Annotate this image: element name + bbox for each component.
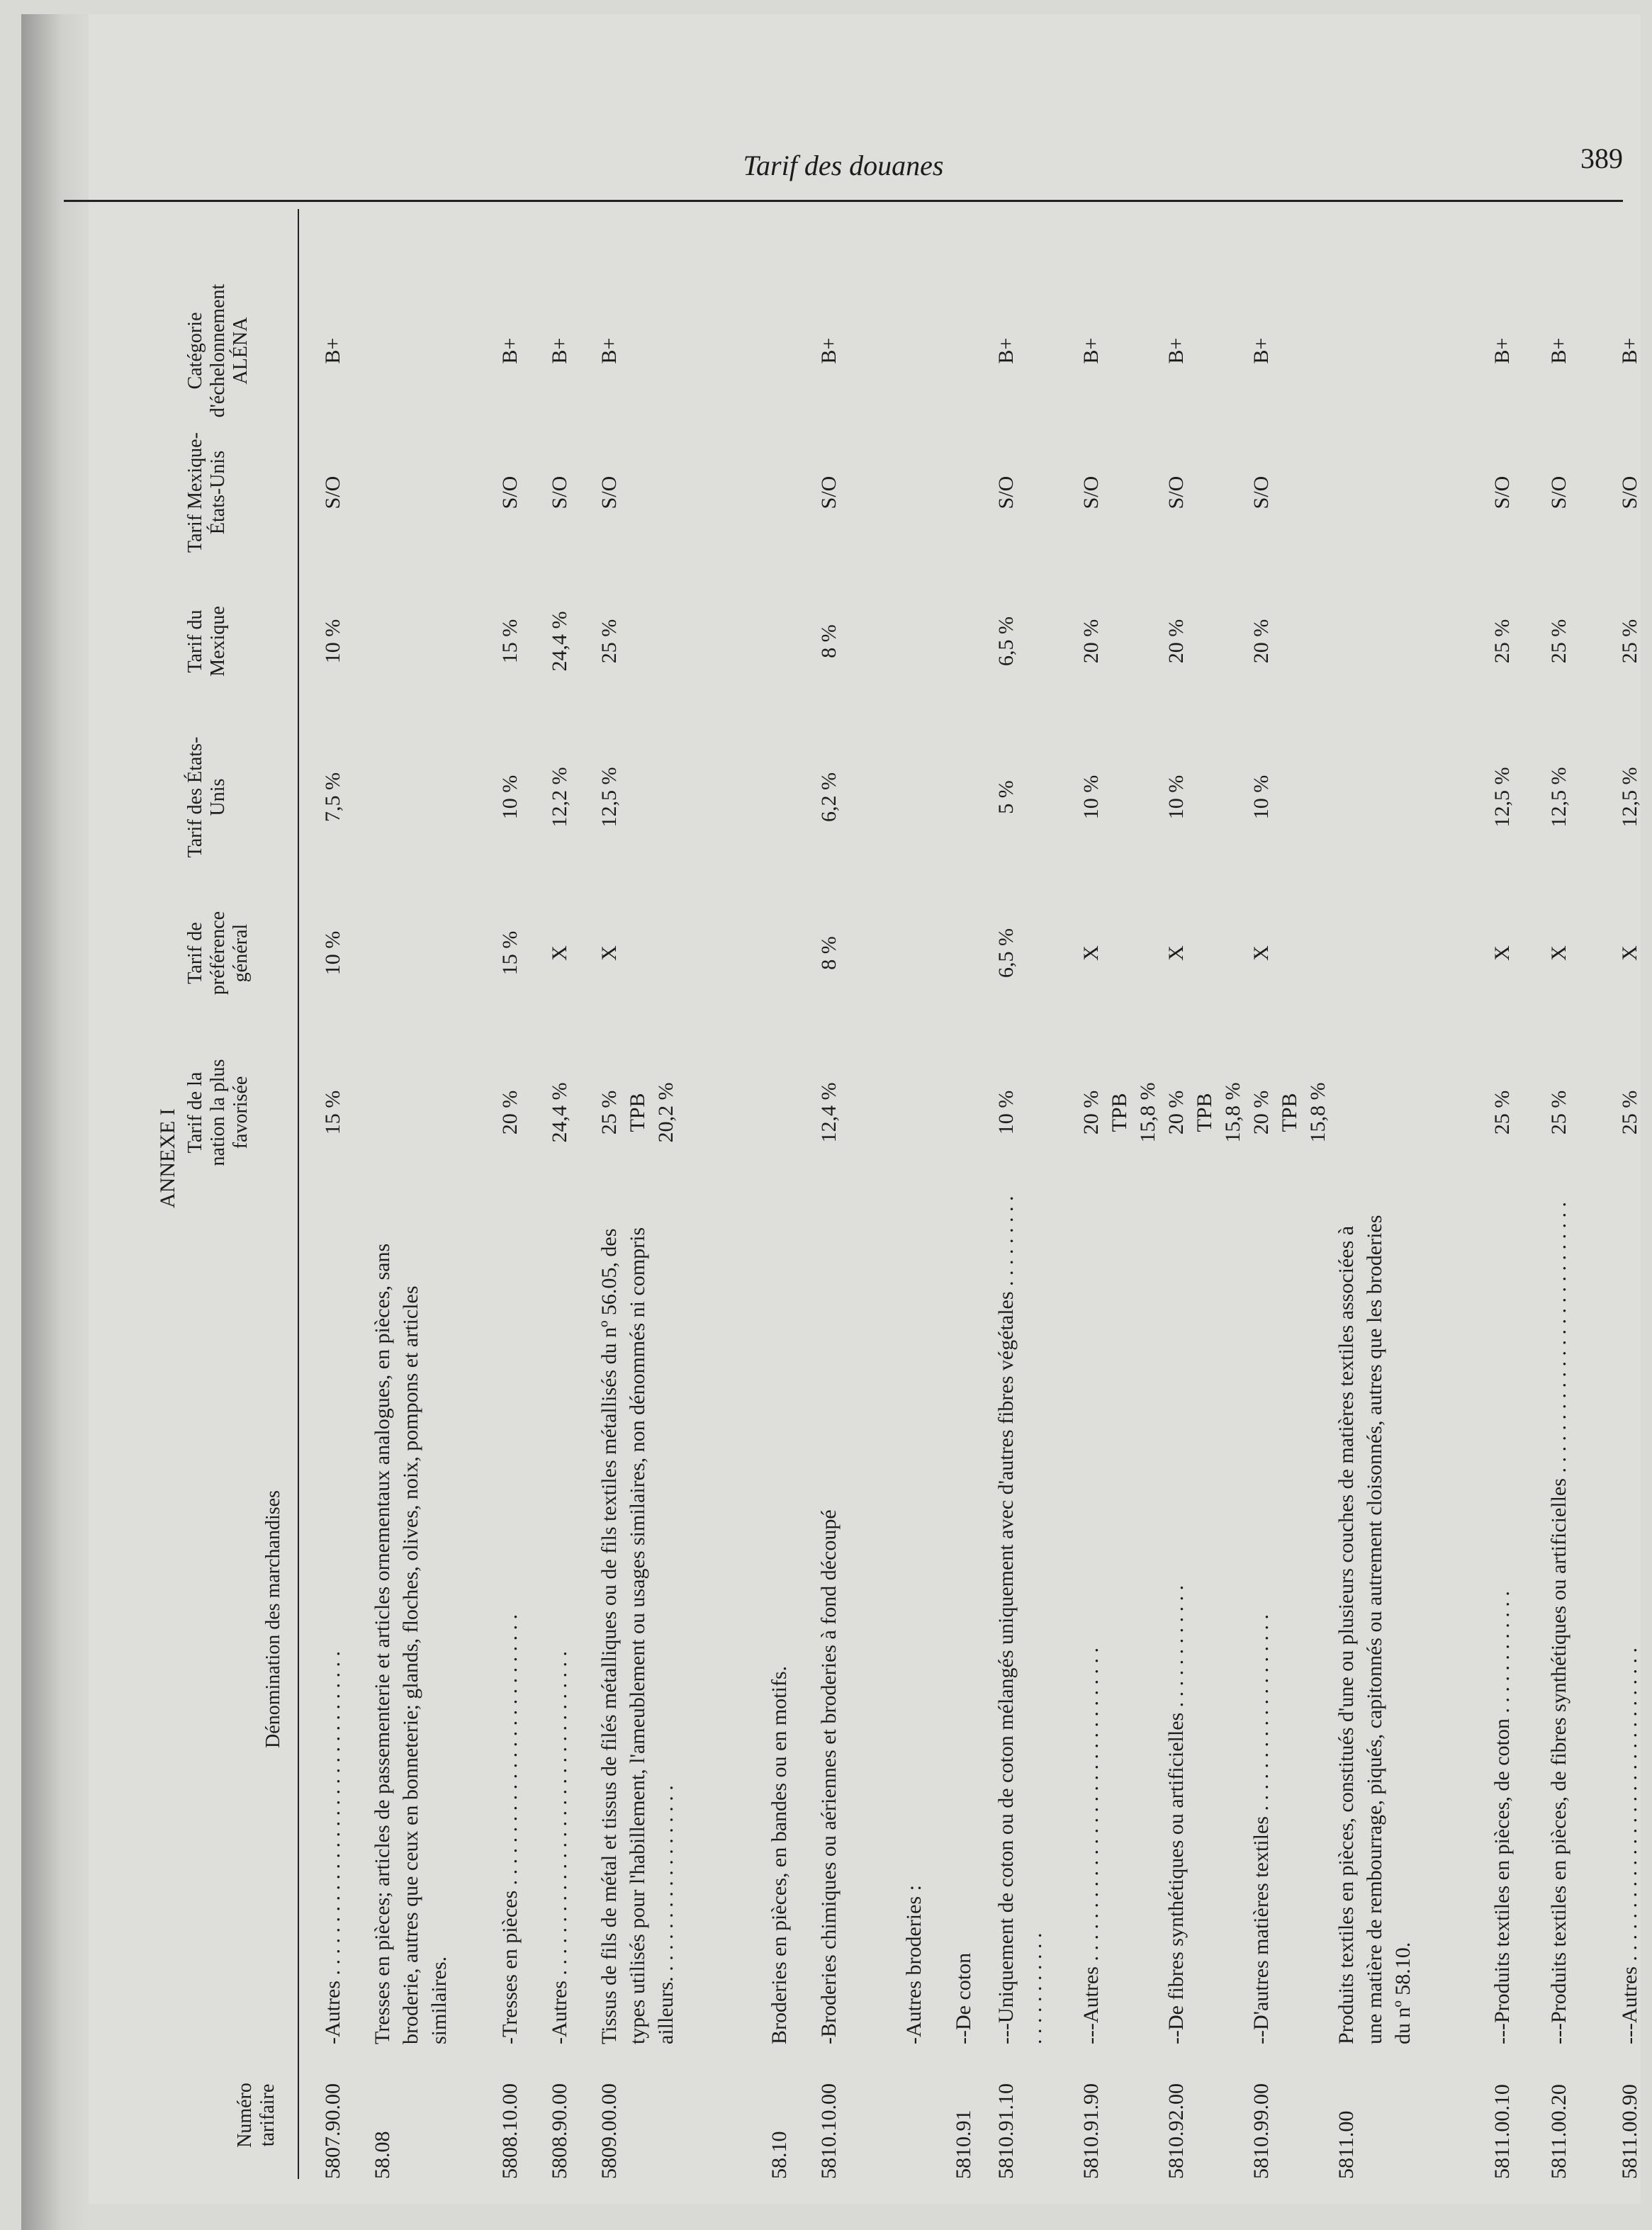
goods-description: -Autres . . . . . . . . . . . . . . . . . . . . . . . . . . . . . . .: [321, 1651, 344, 2044]
rate-cat: B+: [1164, 337, 1188, 364]
page-number: 389: [1580, 142, 1623, 174]
tariff-number: 5810.92.00: [1164, 2083, 1188, 2179]
rate-mfn: 24,4 %: [548, 1082, 571, 1143]
rate-gpt: 15 %: [498, 930, 522, 976]
rate-mfn: 25 %: [1618, 1090, 1641, 1135]
goods-description: ---Produits textiles en pièces, de fibres synthétiques ou artificielles . . . . . . . . . . . . . . . . . . . . . . . . . .: [1547, 1202, 1570, 2044]
goods-description: Tresses en pièces; articles de passementerie et articles ornementaux analogues, en pièces, sans broderie, autres que ceux en bonneterie; glands, floches, olives, noix, pompons et articles similaires.: [371, 1243, 451, 2044]
rate-ust: 10 %: [1164, 775, 1188, 820]
rate-gpt: X: [1079, 945, 1103, 961]
rate-mfn: 20 % TPB 15,8 %: [1249, 1082, 1330, 1143]
rate-mt: 10 %: [321, 619, 344, 664]
rate-cat: B+: [1618, 337, 1641, 364]
rate-must: S/O: [1547, 475, 1570, 509]
tariff-number: 5810.91: [952, 2110, 975, 2179]
rate-cat: B+: [321, 337, 344, 364]
rate-mt: 20 %: [1249, 619, 1273, 664]
rate-mfn: 25 %: [1547, 1090, 1570, 1135]
goods-description: --De coton: [952, 1952, 975, 2044]
rate-gpt: 8 %: [817, 936, 841, 970]
rate-ust: 12,5 %: [1618, 767, 1641, 828]
page-header: [64, 135, 1623, 191]
col-head-us: Tarif des États-Unis: [184, 736, 229, 858]
rate-gpt: X: [1618, 945, 1641, 961]
tariff-number: 5811.00.10: [1490, 2084, 1514, 2179]
rate-gpt: 6,5 %: [994, 928, 1018, 978]
goods-description: Broderies en pièces, en bandes ou en motifs.: [768, 1665, 791, 2044]
rate-mt: 25 %: [1490, 619, 1514, 664]
rate-mfn: 10 %: [994, 1090, 1018, 1135]
col-head-mexico-us: Tarif Mexique-États-Unis: [184, 432, 229, 553]
tariff-number: 5811.00.90: [1618, 2084, 1641, 2179]
rate-ust: 10 %: [1079, 775, 1103, 820]
tariff-number: 5810.10.00: [817, 2083, 841, 2179]
goods-description: -Broderies chimiques ou aériennes et broderies à fond découpé: [817, 1509, 841, 2044]
tariff-number: 5810.99.00: [1249, 2083, 1273, 2179]
rate-must: S/O: [321, 475, 344, 509]
tariff-number: 5808.10.00: [498, 2083, 522, 2179]
rate-must: S/O: [1490, 475, 1514, 509]
rate-gpt: X: [1249, 945, 1273, 961]
goods-description: ---Autres . . . . . . . . . . . . . . . . . . . . . . . . . . . . . .: [1618, 1648, 1641, 2044]
tariff-number: 58.10: [768, 2131, 791, 2179]
rate-ust: 7,5 %: [321, 772, 344, 822]
rate-must: S/O: [597, 475, 621, 509]
rate-ust: 10 %: [498, 775, 522, 820]
tariff-table: [156, 209, 1641, 2179]
col-head-mfn: Tarif de la nation la plus favorisée: [184, 1059, 252, 1166]
rate-cat: B+: [597, 337, 621, 364]
tariff-number: 5809.00.00: [597, 2083, 621, 2179]
tariff-number: 58.08: [371, 2131, 394, 2179]
rate-mfn: 25 %: [1490, 1090, 1514, 1135]
rate-ust: 12,5 %: [1490, 767, 1514, 828]
rate-must: S/O: [1079, 475, 1103, 509]
annex-title: ANNEXE I: [156, 1108, 179, 1208]
col-head-gpt: Tarif de préférence général: [184, 911, 252, 996]
rate-must: S/O: [994, 475, 1018, 509]
page: [21, 14, 1641, 2204]
rate-mfn: 20 % TPB 15,8 %: [1164, 1082, 1244, 1143]
goods-description: ---Uniquement de coton ou de coton mélangés uniquement avec d'autres fibres végétales . . . . . . . . . . . . . . . . . . . .: [994, 1195, 1046, 2044]
goods-description: --De fibres synthétiques ou artificielles . . . . . . . . . . . .: [1164, 1584, 1188, 2044]
rate-mfn: 20 % TPB 15,8 %: [1079, 1082, 1159, 1143]
goods-description: ---Autres . . . . . . . . . . . . . . . . . . . . . . . . . . . . . .: [1079, 1648, 1103, 2044]
rate-mfn: 15 %: [321, 1090, 344, 1135]
tariff-number: 5808.90.00: [548, 2083, 571, 2179]
rate-gpt: X: [1490, 945, 1514, 961]
rate-cat: B+: [1079, 337, 1103, 364]
rate-cat: B+: [1490, 337, 1514, 364]
rate-mt: 20 %: [1164, 619, 1188, 664]
rate-mt: 20 %: [1079, 619, 1103, 664]
tariff-number: 5811.00.20: [1547, 2084, 1570, 2179]
tariff-number: 5810.91.10: [994, 2083, 1018, 2179]
binding-shadow: [21, 14, 89, 2230]
rate-ust: 12,5 %: [1547, 767, 1570, 828]
rate-cat: B+: [548, 337, 571, 364]
rate-must: S/O: [1618, 475, 1641, 509]
rate-ust: 10 %: [1249, 775, 1273, 820]
goods-description: Produits textiles en pièces, constitués d'une ou plusieurs couches de matières textiles associées à une matière de rembourrage, piqués, capitonnés ou autrement cloisonnés, autres que les broderies du nº 58.10.: [1334, 1215, 1415, 2044]
rate-must: S/O: [817, 475, 841, 509]
rate-cat: B+: [994, 337, 1018, 364]
rate-gpt: X: [548, 945, 571, 961]
rate-ust: 12,2 %: [548, 767, 571, 828]
running-title: Tarif des douanes: [743, 150, 944, 181]
rate-gpt: X: [1164, 945, 1188, 961]
col-head-staging: Catégorie d'échelonnement ALÉNA: [184, 283, 252, 418]
rate-mfn: 12,4 %: [817, 1082, 841, 1143]
goods-description: Tissus de fils de métal et tissus de filés métalliques ou de fils textiles métallisés du nº 56.05, des types utilisés pour l'habillement, l'ameublement ou usages similaires, non dénommés ni compris ailleurs. . . . . . . . . . . . . . . . . . .: [597, 1227, 678, 2044]
rate-must: S/O: [1249, 475, 1273, 509]
rate-ust: 6,2 %: [817, 772, 841, 822]
header-divider: [298, 209, 299, 2179]
rate-gpt: X: [597, 945, 621, 961]
rate-cat: B+: [498, 337, 522, 364]
rate-mt: 15 %: [498, 619, 522, 664]
tariff-number: 5807.90.00: [321, 2083, 344, 2179]
tariff-number: 5811.00: [1334, 2110, 1358, 2179]
col-head-mexico: Tarif du Mexique: [184, 606, 229, 677]
goods-description: ---Produits textiles en pièces, de coton . . . . . . . . . . . .: [1490, 1591, 1514, 2044]
rate-mfn: 25 % TPB 20,2 %: [597, 1082, 678, 1143]
rate-cat: B+: [817, 337, 841, 364]
rate-gpt: X: [1547, 945, 1570, 961]
goods-description: -Autres . . . . . . . . . . . . . . . . . . . . . . . . . . . . . . .: [548, 1651, 571, 2044]
rate-cat: B+: [1547, 337, 1570, 364]
rate-ust: 5 %: [994, 780, 1018, 814]
col-head-number: Numéro tarifaire: [234, 2083, 279, 2148]
rate-mt: 6,5 %: [994, 616, 1018, 666]
rate-gpt: 10 %: [321, 930, 344, 976]
rate-mt: 25 %: [597, 619, 621, 664]
rate-must: S/O: [498, 475, 522, 509]
col-head-description: Dénomination des marchandises: [262, 1490, 284, 1748]
rate-mfn: 20 %: [498, 1090, 522, 1135]
rate-mt: 25 %: [1547, 619, 1570, 664]
header-rule: [64, 200, 1623, 202]
goods-description: --D'autres matières textiles . . . . . . . . . . . . . . . . . . .: [1249, 1614, 1273, 2044]
rate-mt: 8 %: [817, 624, 841, 658]
rate-mt: 24,4 %: [548, 611, 571, 672]
rate-mt: 25 %: [1618, 619, 1641, 664]
goods-description: -Autres broderies :: [902, 1885, 926, 2044]
rate-must: S/O: [548, 475, 571, 509]
tariff-number: 5810.91.90: [1079, 2083, 1103, 2179]
rate-cat: B+: [1249, 337, 1273, 364]
rate-ust: 12,5 %: [597, 767, 621, 828]
rate-must: S/O: [1164, 475, 1188, 509]
goods-description: -Tresses en pièces . . . . . . . . . . . . . . . . . . . . . . . . . .: [498, 1614, 522, 2044]
